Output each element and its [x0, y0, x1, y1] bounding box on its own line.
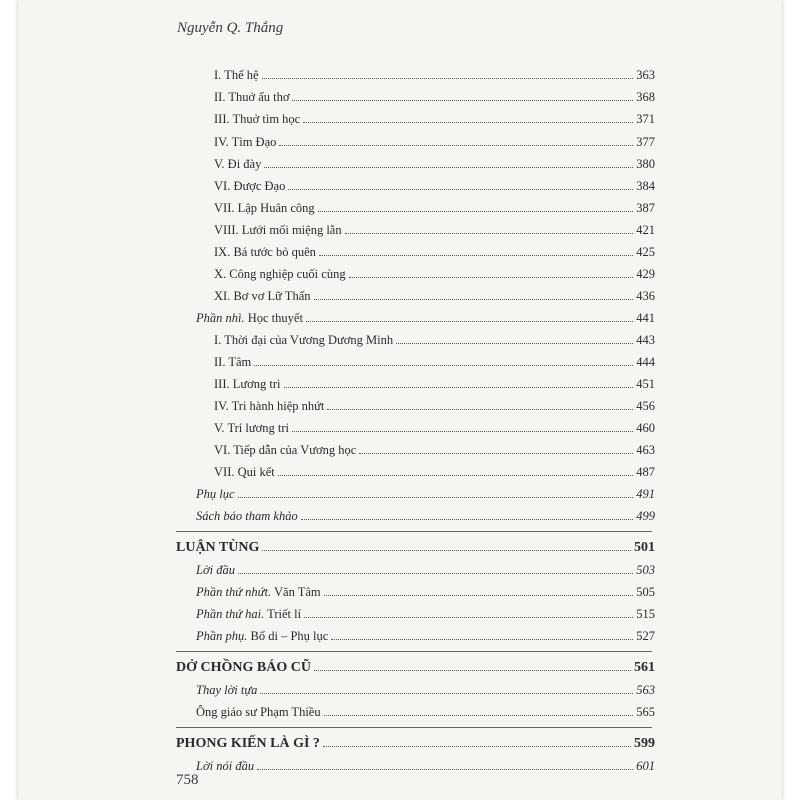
toc-entry: XI. Bơ vơ Lữ Thấn 436 — [214, 289, 655, 303]
toc-entry: II. Thuở ấu thơ 368 — [214, 90, 655, 104]
running-header-author: Nguyễn Q. Thắng — [177, 20, 284, 36]
page-number: 758 — [176, 772, 199, 788]
toc-entry: III. Lương tri 451 — [214, 377, 655, 391]
toc-entry: Thay lời tựa 563 — [196, 683, 655, 697]
section-divider — [176, 651, 652, 652]
section-divider — [176, 531, 652, 532]
toc-entry: IV. Tìm Đạo 377 — [214, 135, 655, 149]
toc-entry: I. Thế hệ 363 — [214, 68, 655, 82]
toc-entry-appendix: Phụ lục 491 — [196, 487, 655, 501]
toc-entry: VII. Lập Huân công 387 — [214, 201, 655, 215]
toc-entry: IV. Tri hành hiệp nhứt 456 — [214, 399, 655, 413]
toc-entry: I. Thời đại của Vương Dương Minh 443 — [214, 333, 655, 347]
toc-entry: II. Tâm 444 — [214, 355, 655, 369]
toc-section-do-chong-bao-cu: DỞ CHỒNG BÁO CŨ 561 — [176, 660, 655, 675]
toc-entry: X. Công nghiệp cuối cùng 429 — [214, 267, 655, 281]
toc-entry: VI. Tiếp dẫn của Vương học 463 — [214, 443, 655, 457]
toc-entry: VI. Được Đạo 384 — [214, 179, 655, 193]
toc-entry: V. Trí lương tri 460 — [214, 421, 655, 435]
toc-entry: Phần thứ hai. Triết lí 515 — [196, 607, 655, 621]
toc-part-heading: Phần nhì. Học thuyết 441 — [196, 311, 655, 325]
book-page — [18, 0, 782, 800]
toc-entry: V. Đi đày 380 — [214, 157, 655, 171]
toc-entry-references: Sách báo tham khảo 499 — [196, 509, 655, 523]
toc-entry: Lời nói đầu 601 — [196, 759, 655, 773]
toc-entry: VIII. Lưới mối miệng lằn 421 — [214, 223, 655, 237]
toc-entry: Phần thứ nhứt. Văn Tâm 505 — [196, 585, 655, 599]
toc-section-luan-tung: LUẬN TÙNG 501 — [176, 540, 655, 555]
toc-entry: Phần phụ. Bổ di – Phụ lục 527 — [196, 629, 655, 643]
toc-section-phong-kien: PHONG KIẾN LÀ GÌ ? 599 — [176, 736, 655, 751]
toc-entry: IX. Bá tước bỏ quên 425 — [214, 245, 655, 259]
toc-entry: Ông giáo sư Phạm Thiều 565 — [196, 705, 655, 719]
toc-entry: III. Thuở tìm học 371 — [214, 112, 655, 126]
section-divider — [176, 727, 652, 728]
toc-entry: Lời đầu 503 — [196, 563, 655, 577]
toc-entry: VII. Qui kết 487 — [214, 465, 655, 479]
